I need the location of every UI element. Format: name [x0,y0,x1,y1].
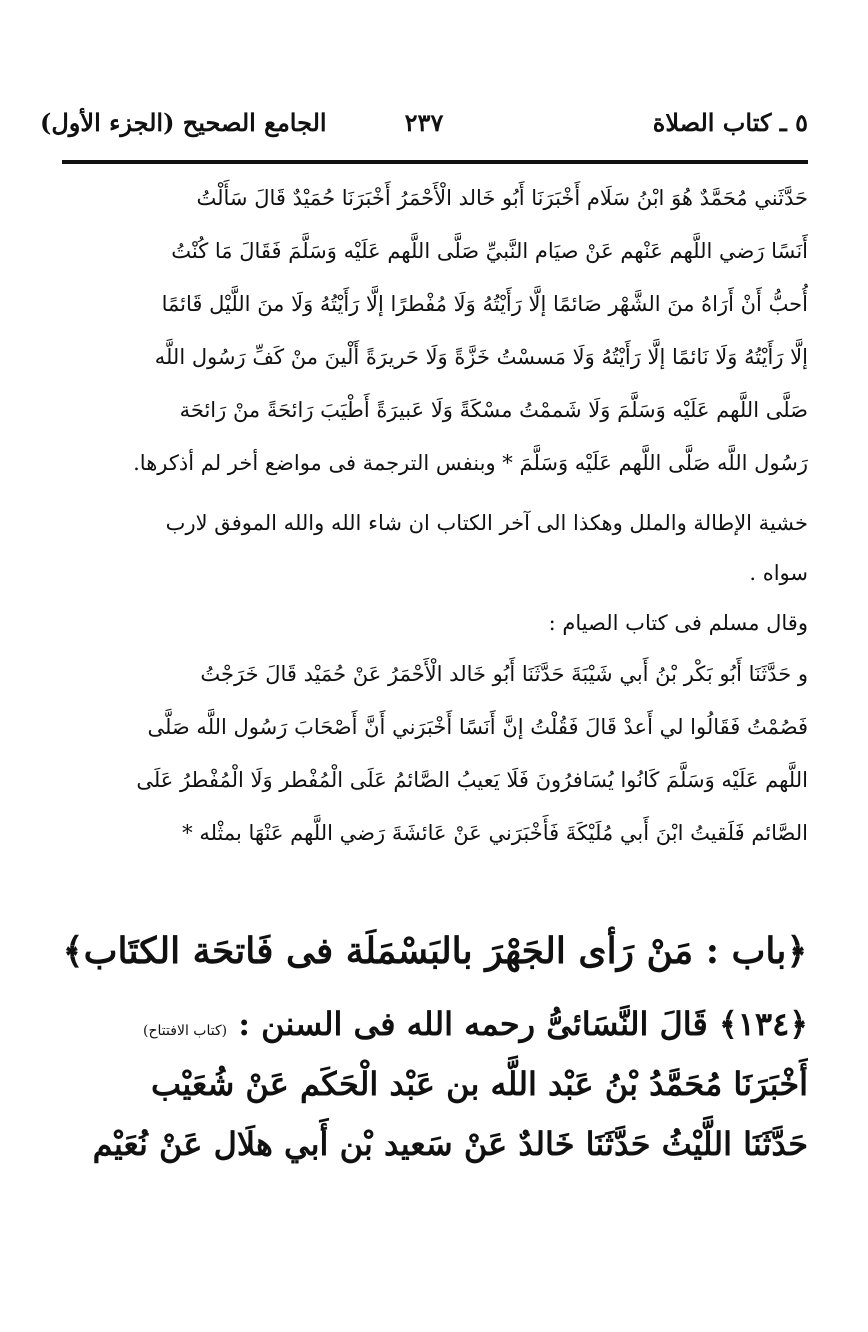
muslim-intro [62,602,808,644]
header-rule [62,160,808,164]
text-line: رَسُول اللَّه صَلَّى اللَّهم عَلَيْه وَسَلَّمَ * وبنفس الترجمة فى مواضع أخر لم أذكرها. [133,451,808,475]
text-line: خشية الإطالة والملل وهكذا الى آخر الكتاب ان شاء الله والله الموفق لارب [165,511,808,535]
section-line [62,994,808,1054]
hadith-muslim [62,648,808,860]
text-line: حَدَّثَني مُحَمَّدٌ هُوَ ابْنُ سَلَام أَخْبَرَنَا أَبُو خَالد الْأَحْمَرُ أَخْبَرَنَا حُمَيْدٌ قَالَ سَأَلْتُ [196,186,808,210]
text-line: سواه . [749,561,808,585]
text-line: أَخْبَرَنَا مُحَمَّدُ بْنُ عَبْد اللَّه بن عَبْد الْحَكَم عَنْ شُعَيْب [150,1065,808,1103]
text-line: صَلَّى اللَّهم عَلَيْه وَسَلَّمَ وَلَا شَممْتُ مسْكَةً وَلَا عَبيرَةً أَطْيَبَ رَائحَةً منْ رَائحَة [179,398,808,422]
page-header [40,100,808,150]
text-line: وقال مسلم فى كتاب الصيام : [548,611,808,635]
page-number: ٢٣٧ [404,108,444,137]
hadith-bukhari [62,172,808,490]
book-title: الجامع الصحيح (الجزء الأول) [40,108,327,137]
text-line: فَصُمْتُ فَقَالُوا لي أَعدْ قَالَ فَقُلْتُ إنَّ أَنَسًا أَخْبَرَني أَنَّ أَصْحَابَ رَسُول اللَّه صَلَّى [147,715,808,739]
text-line: الصَّائم فَلَقيتُ ابْنَ أَبي مُلَيْكَةَ فَأَخْبَرَني عَنْ عَائشَةَ رَضي اللَّهم عَنْهَا بمثْله * [182,821,808,845]
text-line: و حَدَّثَنَا أَبُو بَكْر بْنُ أَبي شَيْبَةَ حَدَّثَنَا أَبُو خَالد الْأَحْمَرُ عَنْ حُمَيْد قَالَ خَرَجْتُ [200,662,808,686]
text-line: أَنَسًا رَضي اللَّهم عَنْهم عَنْ صيَام النَّبيِّ صَلَّى اللَّهم عَلَيْه وَسَلَّمَ فَقَالَ مَا كُنْتُ [171,239,808,263]
text-line: حَدَّثَنَا اللَّيْثُ حَدَّثَنَا خَالدٌ عَنْ سَعيد بْن أَبي هلَال عَنْ نُعَيْم [92,1125,808,1163]
section-text: قَالَ النَّسَائىُّ رحمه الله فى السنن : [238,1005,708,1043]
section-134 [62,994,808,1174]
editor-note [62,498,808,598]
text-line: أُحبُّ أَنْ أَرَاهُ منَ الشَّهْر صَائمًا إلَّا رَأَيْتُهُ وَلَا مُفْطرًا إلَّا رَأَيْتُهُ وَلَا منَ اللَّيْل قَائمًا [161,292,808,316]
bab-title: ﴿باب : مَنْ رَأى الجَهْرَ بالبَسْمَلَة فى فَاتحَة الكتَاب﴾ [62,930,808,972]
chapter-heading: ٥ ـ كتاب الصلاة [652,108,808,137]
text-line: اللَّهم عَلَيْه وَسَلَّمَ كَانُوا يُسَافرُونَ فَلَا يَعيبُ الصَّائمُ عَلَى الْمُفْطر وَلَا الْمُفْطرُ عَلَى [136,768,808,792]
source-reference: (كتاب الافتتاح) [143,1023,228,1039]
section-number: ﴿١٣٤﴾ [718,1005,808,1043]
text-line: إلَّا رَأَيْتُهُ وَلَا نَائمًا إلَّا رَأَيْتُهُ وَلَا مَسسْتُ خَزَّةً وَلَا حَريرَةً أَلْينَ منْ كَفِّ رَسُول اللَّه [154,345,808,369]
